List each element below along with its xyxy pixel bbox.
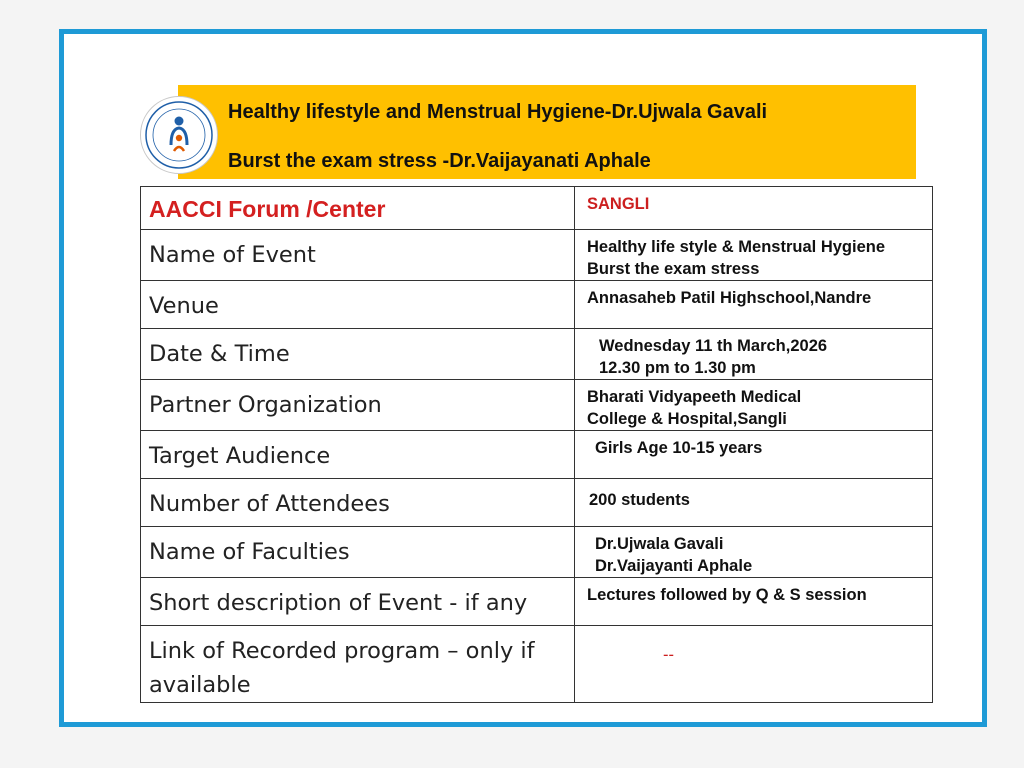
row-value-line: College & Hospital,Sangli (587, 410, 787, 428)
table-row (141, 281, 933, 329)
row-label: Venue (141, 281, 575, 329)
row-value-line: 12.30 pm to 1.30 pm (599, 359, 756, 377)
row-value-line: Healthy life style & Menstrual Hygiene (587, 238, 886, 256)
row-value (575, 527, 933, 578)
table-row (141, 431, 933, 479)
table-row (141, 380, 933, 431)
table-row (141, 626, 933, 703)
row-label: Target Audience (141, 431, 575, 479)
row-label: Short description of Event - if any (141, 578, 575, 626)
forum-center-value-text: SANGLI (587, 195, 650, 213)
banner-title-line-1: Healthy lifestyle and Menstrual Hygiene-Dr.Ujwala Gavali (228, 101, 768, 123)
table-row (141, 187, 933, 230)
table-row (141, 578, 933, 626)
table-row (141, 479, 933, 527)
row-label: Date & Time (141, 329, 575, 380)
row-value (575, 626, 933, 703)
row-label: Link of Recorded program – only if available (141, 626, 575, 703)
row-label: Name of Faculties (141, 527, 575, 578)
row-value (575, 329, 933, 380)
row-value-line: Dr.Vaijayanti Aphale (595, 557, 753, 575)
row-value-line: Lectures followed by Q & S session (587, 586, 867, 604)
row-label: Number of Attendees (141, 479, 575, 527)
row-value (575, 380, 933, 431)
table-row (141, 329, 933, 380)
row-value (575, 578, 933, 626)
row-label: Partner Organization (141, 380, 575, 431)
row-value (575, 479, 933, 527)
aacci-logo-icon (140, 96, 218, 174)
forum-center-value (575, 187, 933, 230)
event-info-table (140, 186, 933, 703)
row-value-line: -- (663, 646, 674, 664)
row-value-line: Girls Age 10-15 years (595, 439, 763, 457)
row-value-line: Burst the exam stress (587, 260, 760, 278)
row-value-line: Annasaheb Patil Highschool,Nandre (587, 289, 872, 307)
forum-center-label: AACCI Forum /Center (141, 187, 575, 230)
row-value-line: 200 students (589, 491, 690, 509)
row-value-line: Dr.Ujwala Gavali (595, 535, 724, 553)
table-row (141, 230, 933, 281)
row-label: Name of Event (141, 230, 575, 281)
row-value-line: Bharati Vidyapeeth Medical (587, 388, 802, 406)
table-row (141, 527, 933, 578)
row-value (575, 230, 933, 281)
row-value (575, 431, 933, 479)
row-value-line: Wednesday 11 th March,2026 (599, 337, 828, 355)
row-value (575, 281, 933, 329)
banner-title-line-2: Burst the exam stress -Dr.Vaijayanati Aphale (228, 150, 651, 172)
